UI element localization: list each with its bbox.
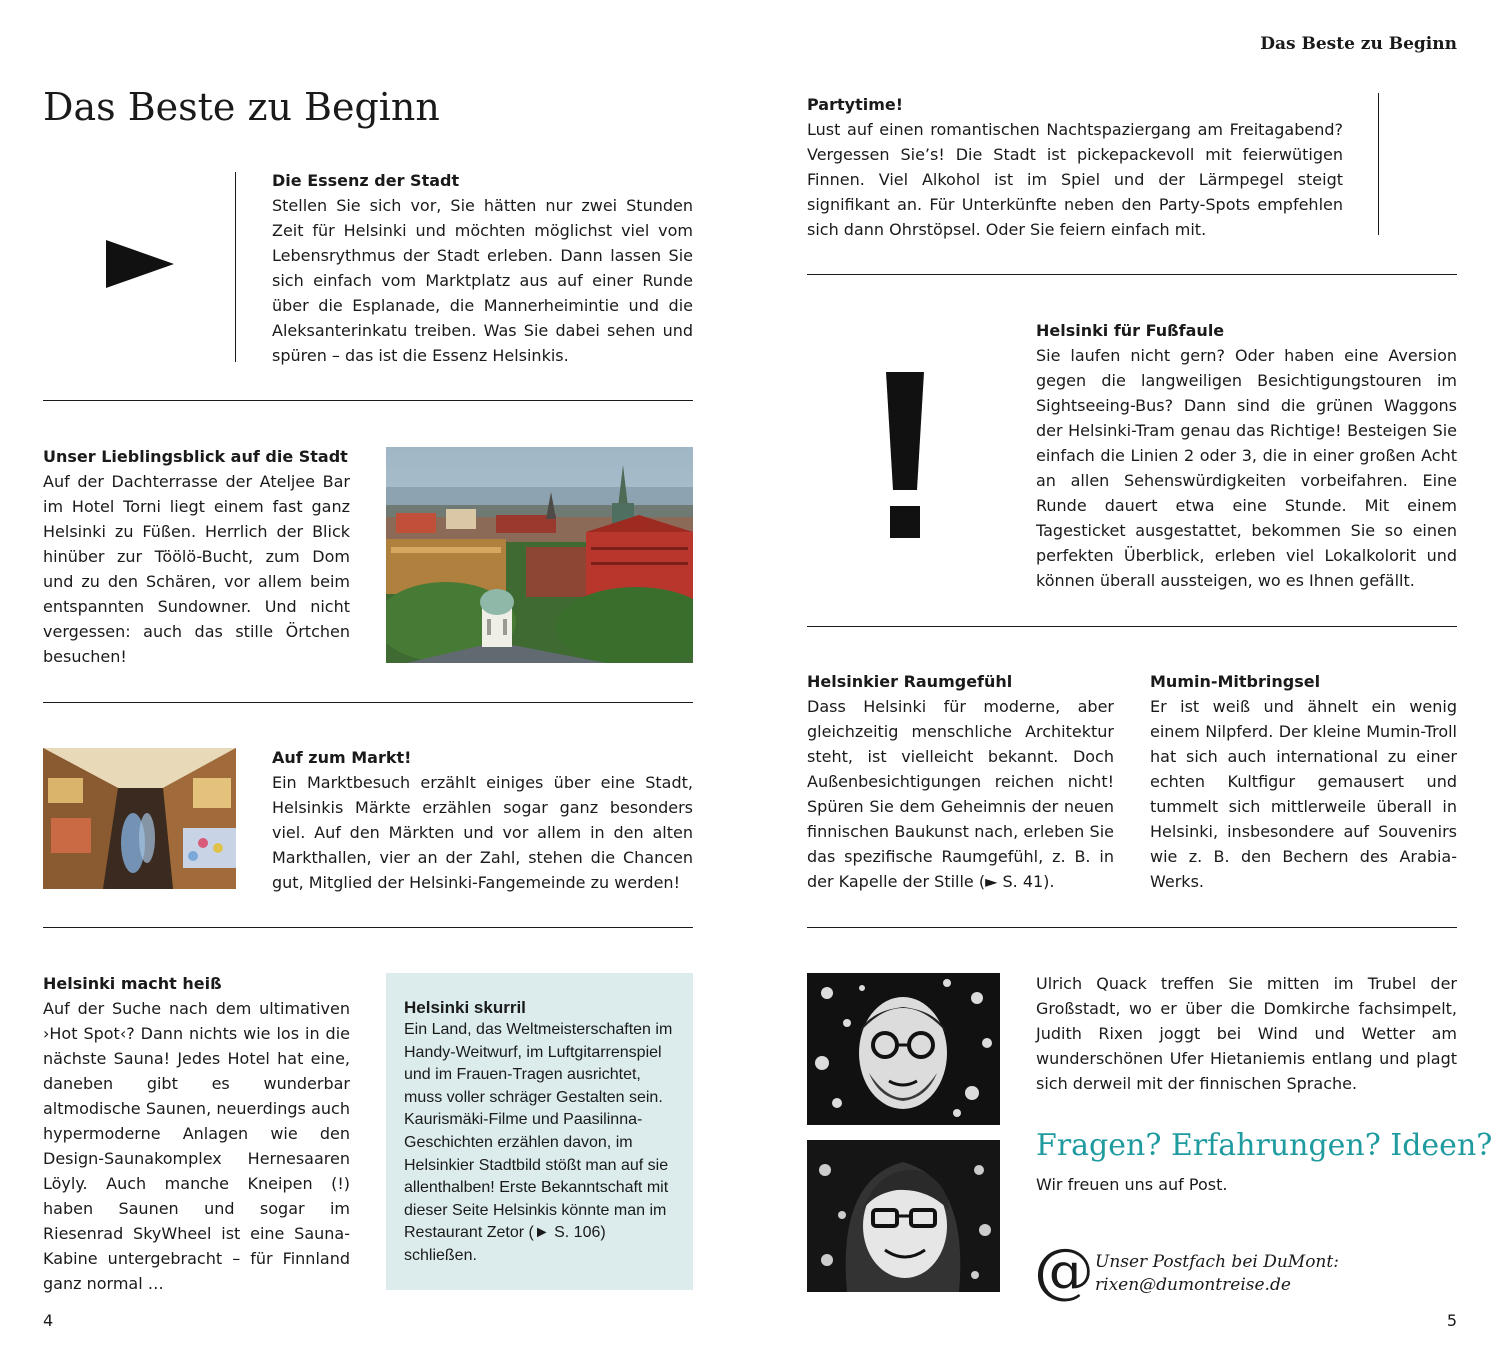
section-markt bbox=[272, 745, 693, 895]
authors-text: Ulrich Quack treffen Sie mitten im Trubel der Großstadt, wo er über die Domkirche fachsimpelt, Judith Rixen joggt bei Wind und Wetter am wunderschönen Ufer Hietaniemis entlang und plagt sich derweil mit der finnischen Sprache. bbox=[1036, 974, 1457, 1093]
divider-rule bbox=[807, 274, 1457, 275]
page-title: Das Beste zu Beginn bbox=[43, 85, 440, 129]
contact-subline: Wir freuen uns auf Post. bbox=[1036, 1175, 1228, 1194]
box-heading: Helsinki skurril bbox=[404, 998, 526, 1017]
at-sign-icon: @ bbox=[1034, 1236, 1094, 1306]
section-text: Ein Marktbesuch erzählt einiges über eine Stadt, Helsinkis Märkte erzählen sogar ganz besonders viel. Auf den Märkten und vor allem in den alten Markthallen, vier an der Zahl, stehen die Chancen gut, Mitglied der Helsinki-Fangemeinde zu werden! bbox=[272, 773, 693, 892]
exclamation-icon bbox=[884, 372, 926, 540]
contact-email-link[interactable]: rixen@dumontreise.de bbox=[1095, 1275, 1291, 1295]
section-heading: Helsinki macht heiß bbox=[43, 974, 222, 993]
section-text: Dass Helsinki für moderne, aber gleichzeitig menschliche Architektur steht, ist vielleicht bekannt. Doch Außenbesichtigungen reichen nicht! Spüren Sie dem Geheimnis der neuen finnischen Baukunst nach, erleben Sie das spezifische Raumgefühl, z. B. in der Kapelle der Stille (► S. 41). bbox=[807, 697, 1114, 891]
running-head: Das Beste zu Beginn bbox=[1260, 34, 1457, 54]
section-heading: Helsinki für Fußfaule bbox=[1036, 321, 1225, 340]
vertical-divider bbox=[235, 172, 236, 362]
section-heading: Mumin-Mitbringsel bbox=[1150, 672, 1321, 691]
section-heading: Partytime! bbox=[807, 95, 904, 114]
section-heading: Auf zum Markt! bbox=[272, 748, 412, 767]
section-party bbox=[807, 92, 1343, 242]
divider-rule bbox=[43, 702, 693, 703]
section-text: Er ist weiß und ähnelt ein wenig einem Nilpferd. Der kleine Mumin-Troll hat sich auch international zu einer echten Kultfigur gemausert und tummelt sich mittlerweile überall in Helsinki, insbesondere auf Souvenirs wie z. B. den Bechern des Arabia-Werks. bbox=[1150, 697, 1457, 891]
section-heading: Helsinkier Raumgefühl bbox=[807, 672, 1013, 691]
postfach-label: Unser Postfach bei DuMont: bbox=[1095, 1252, 1339, 1272]
section-text: Lust auf einen romantischen Nachtspaziergang am Freitagabend? Vergessen Sie’s! Die Stadt ist pickepackevoll mit feierwütigen Finnen. Viel Alkohol ist im Spiel und der Lärmpegel steigt signifikant an. Für Unterkünfte neben den Party-Spots empfehlen sich dann Ohrstöpsel. Oder Sie feiern einfach mit. bbox=[807, 120, 1343, 239]
market-hall-photo bbox=[43, 748, 236, 889]
section-heiss bbox=[43, 971, 350, 1296]
info-box-skurril bbox=[386, 973, 693, 1290]
divider-rule bbox=[807, 927, 1457, 928]
play-arrow-icon bbox=[106, 240, 174, 288]
section-text: Sie laufen nicht gern? Oder haben eine Aversion gegen die langweiligen Besichtigungstouren im Sightseeing-Bus? Dann sind die grünen Waggons der Helsinki-Tram genau das Richtige! Besteigen Sie einfach die Linien 2 oder 3, die in einer großen Acht an allen Sehenswürdigkeiten vorbeifahren. Eine Runde dauert etwa eine Stunde. Mit einem Tagesticket ausgestattet, bekommen Sie so einen perfekten Überblick, erleben viel Lokalkolorit und können überall aussteigen, wo es Ihnen gefällt. bbox=[1036, 346, 1457, 590]
section-fussfaule bbox=[1036, 318, 1457, 593]
section-heading: Unser Lieblingsblick auf die Stadt bbox=[43, 447, 348, 466]
helsinki-rooftop-photo bbox=[386, 447, 693, 663]
section-essenz bbox=[272, 168, 693, 368]
author-portrait-judith-rixen bbox=[807, 1140, 1000, 1292]
contact-question: Fragen? Erfahrungen? Ideen? bbox=[1036, 1128, 1493, 1163]
divider-rule bbox=[807, 626, 1457, 627]
section-text: Auf der Suche nach dem ultimativen ›Hot Spot‹? Dann nichts wie los in die nächste Sauna! Jedes Hotel hat eine, daneben gibt es wunderbar altmodische Saunen, neuerdings auch hypermoderne Anlagen wie den Design-Saunakomplex Hernesaaren Löyly. Auch manche Kneipen (!) haben Saunen und sogar im Riesenrad SkyWheel ist eine Sauna-Kabine untergebracht – für Finnland ganz normal … bbox=[43, 999, 350, 1293]
vertical-divider bbox=[1378, 93, 1379, 235]
author-portrait-ulrich-quack bbox=[807, 973, 1000, 1125]
page-number-right: 5 bbox=[1446, 1311, 1457, 1330]
section-heading: Die Essenz der Stadt bbox=[272, 171, 460, 190]
section-lieblingsblick bbox=[43, 444, 350, 669]
section-text: Stellen Sie sich vor, Sie hätten nur zwei Stunden Zeit für Helsinki und möchten möglichst viel vom Lebensrythmus der Stadt erleben. Dann lassen Sie sich einfach vom Marktplatz aus auf einer Runde über die Esplanade, die Mannerheimintie und die Aleksanterinkatu treiben. Was Sie dabei sehen und spüren – das ist die Essenz Helsinkis. bbox=[272, 196, 693, 365]
page-number-left: 4 bbox=[43, 1311, 54, 1330]
box-text: Ein Land, das Weltmeisterschaften im Handy-Weitwurf, im Luftgitarrenspiel und im Frauen-Tragen ausrichtet, muss voller schräger Gestalten sein. Kaurismäki-Filme und Paasilinna-Geschichten erzählen davon, im Helsinkier Stadtbild stößt man auf sie allenthalben! Erste Bekanntschaft mit dieser Seite Helsinkis könnte man im Restaurant Zetor (► S. 106) schließen. bbox=[404, 1021, 673, 1264]
divider-rule bbox=[43, 400, 693, 401]
section-mumin bbox=[1150, 669, 1457, 894]
section-raumgefuehl bbox=[807, 669, 1114, 894]
section-text: Auf der Dachterrasse der Ateljee Bar im Hotel Torni liegt einem fast ganz Helsinki zu Füßen. Herrlich der Blick hinüber zur Töölö-Bucht, zum Dom und zu den Schären, vor allem beim entspannten Sundowner. Und nicht vergessen: auch das stille Örtchen besuchen! bbox=[43, 472, 350, 666]
divider-rule bbox=[43, 927, 693, 928]
